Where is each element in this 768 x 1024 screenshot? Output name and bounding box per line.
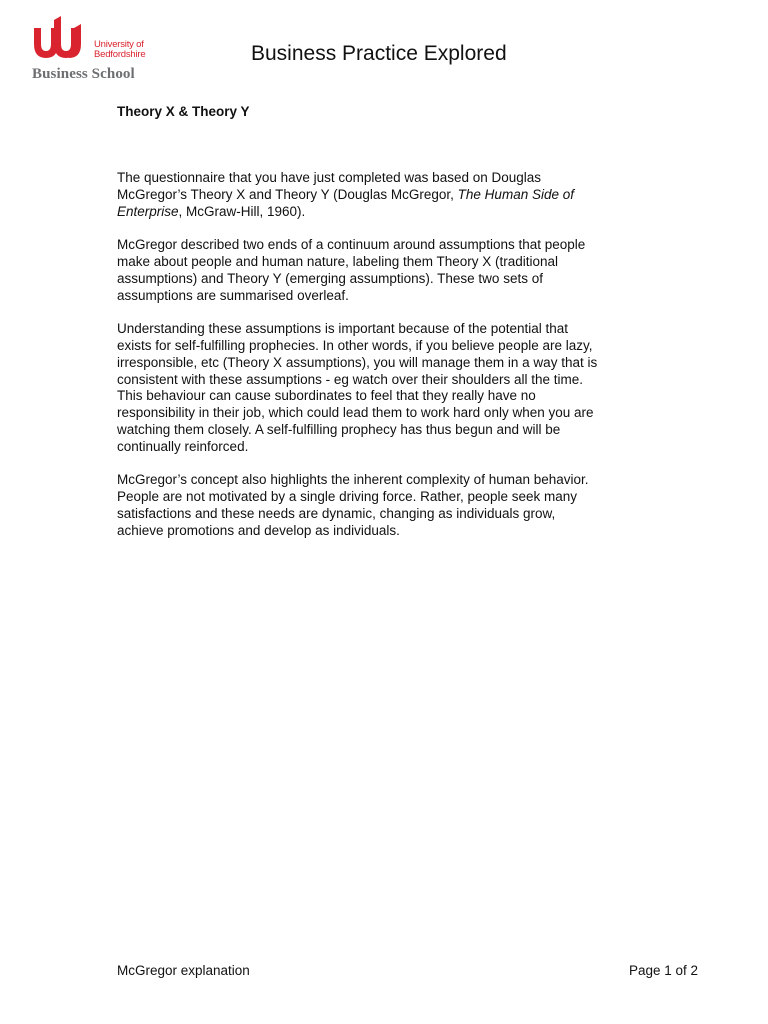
text-line: McGregor described two ends of a continuum around assumptions that people: [117, 237, 586, 253]
text-line: make about people and human nature, labeling them Theory X (traditional: [117, 253, 559, 269]
book-title-italic: Enterprise: [117, 203, 179, 219]
text-line: Understanding these assumptions is important because of the potential that: [117, 321, 569, 337]
book-title-italic: The Human Side of: [457, 186, 574, 202]
document-title: Business Practice Explored: [251, 42, 507, 65]
logo-university-line2: Bedfordshire: [94, 49, 146, 60]
text-line: responsibility in their job, which could lead them to work hard only when you are: [117, 405, 594, 421]
text-span: McGregor’s Theory X and Theory Y (Douglas McGregor,: [117, 186, 458, 202]
text-line: This behaviour can cause subordinates to feel that they really have no: [117, 388, 536, 404]
text-line: assumptions are summarised overleaf.: [117, 287, 349, 303]
paragraph-3: [117, 321, 697, 455]
paragraph-2: [117, 237, 697, 304]
text-line: irresponsible, etc (Theory X assumptions), you will manage them in a way that is: [117, 354, 598, 370]
logo-school-name: Business School: [32, 66, 135, 82]
text-line: exists for self-fulfilling prophecies. In other words, if you believe people are lazy,: [117, 337, 593, 353]
text-line: satisfactions and these needs are dynamic, changing as individuals grow,: [117, 505, 556, 521]
footer-page-number: Page 1 of 2: [628, 963, 698, 978]
text-line: achieve promotions and develop as individuals.: [117, 522, 400, 538]
text-line: The questionnaire that you have just completed was based on Douglas: [117, 170, 542, 185]
text-line: watching them closely. A self-fulfilling prophecy has thus begun and will be: [117, 421, 561, 437]
university-logo: [30, 14, 170, 86]
logo-university-name: [94, 40, 145, 60]
document-body: [117, 170, 697, 556]
text-line: consistent with these assumptions - eg watch over their shoulders all the time.: [117, 371, 583, 387]
footer-document-label: McGregor explanation: [117, 963, 250, 978]
university-logo-mark-icon: [30, 14, 90, 62]
paragraph-4: [117, 472, 697, 539]
text-line: continually reinforced.: [117, 438, 249, 454]
paragraph-1: [117, 170, 697, 220]
section-heading: Theory X & Theory Y: [117, 104, 250, 119]
text-span: , McGraw-Hill, 1960).: [178, 203, 306, 219]
text-line: McGregor’s concept also highlights the inherent complexity of human behavior.: [117, 472, 589, 488]
text-line: assumptions) and Theory Y (emerging assumptions). These two sets of: [117, 270, 543, 286]
text-line: [117, 187, 697, 204]
text-line: People are not motivated by a single driving force. Rather, people seek many: [117, 489, 578, 505]
logo-university-line1: University of: [94, 39, 144, 50]
text-line: [117, 204, 697, 221]
